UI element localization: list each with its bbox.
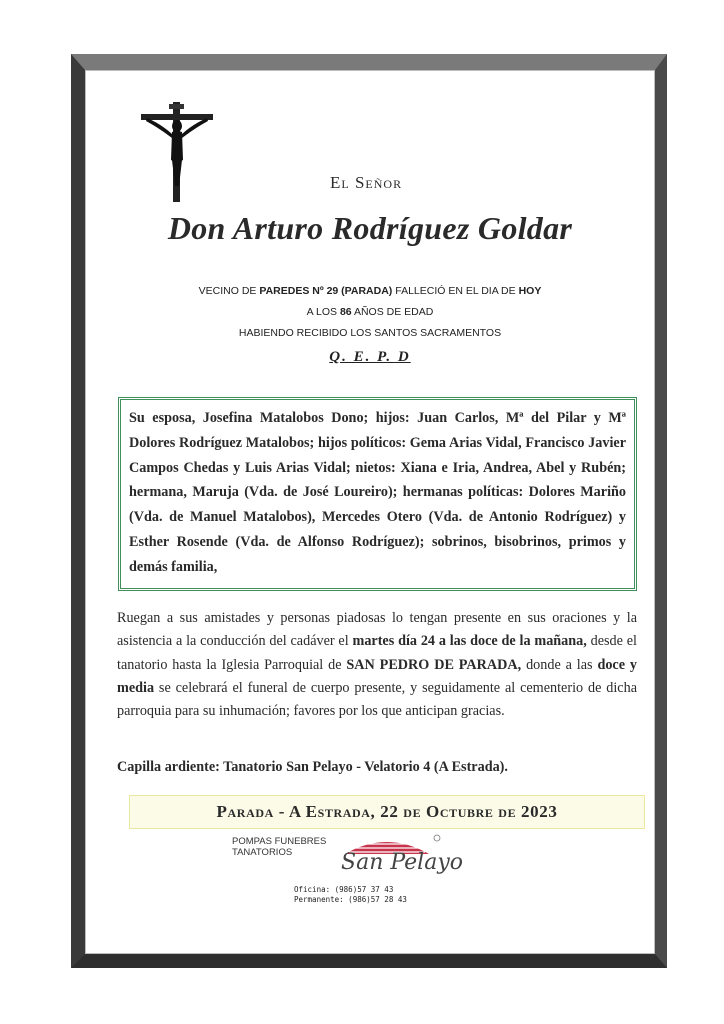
church-name: SAN PEDRO DE PARADA,: [346, 656, 522, 673]
deceased-details: [85, 281, 655, 344]
permanent-phone: Permanente: (986)57 28 43: [294, 895, 407, 904]
details-text: A LOS: [306, 306, 340, 318]
details-text: VECINO DE: [198, 285, 260, 297]
details-line-1: [85, 281, 655, 302]
request-text: se celebrará el funeral de cuerpo presente, y seguidamente al cementerio de dicha parroquia para su inhumación; favores por los que anticipan gracias.: [117, 679, 637, 720]
details-line-2: [85, 302, 655, 323]
place-date: Parada - A Estrada, 22 de Octubre de 2023: [129, 795, 645, 829]
residence: PAREDES Nº 29 (PARADA): [259, 285, 393, 297]
contact-phones: [294, 885, 407, 905]
qepd: Q. E. P. D: [329, 349, 411, 365]
chapel-info: Capilla ardiente: Tanatorio San Pelayo - Velatorio 4 (A Estrada).: [117, 759, 508, 775]
death-day: HOY: [518, 285, 542, 297]
request-text: Ruegan a sus amistades y personas piadosas lo tengan presente en sus oraciones y la asistencia a la conducción del cadáver el: [117, 610, 637, 650]
funeral-home-label: [232, 836, 326, 858]
office-phone: Oficina: (986)57 37 43: [294, 885, 394, 894]
logo-name: San Pelayo: [341, 850, 464, 875]
title-line: El Señor: [330, 173, 403, 192]
age: 86: [339, 306, 352, 318]
family-text: Su esposa, Josefina Matalobos Dono; hijos: Juan Carlos, Mª del Pilar y Mª Dolores Rodríguez Matalobos; hijos políticos: Gema Arias Vidal, Francisco Javier Campos Chedas y Luis Arias Vidal; nietos: Xiana e Iria, Andrea, Abel y Rubén; hermana, Maruja (Vda. de José Loureiro); hermanas políticas: Dolores Mariño (Vda. de Manuel Matalobos), Mercedes Otero (Vda. de Antonio Rodríguez) y Esther Rosende (Vda. de Alfonso Rodríguez); sobrinos, bisobrinos, primos y demás familia,: [129, 410, 626, 575]
funeral-home-line-2: TANATORIOS: [232, 847, 293, 858]
funeral-request-text: [117, 607, 637, 723]
funeral-datetime: martes día 24 a las doce de la mañana,: [352, 633, 587, 650]
notice-frame: [71, 54, 667, 968]
details-line-3: HABIENDO RECIBIDO LOS SANTOS SACRAMENTOS: [238, 327, 502, 339]
funeral-time: doce y media: [117, 656, 637, 696]
request-text: desde el tanatorio hasta la Iglesia Parroquial de: [117, 633, 637, 673]
deceased-name: Don Arturo Rodríguez Goldar: [167, 210, 573, 246]
details-text: AÑOS DE EDAD: [351, 306, 434, 318]
funeral-home-line-1: POMPAS FUNEBRES: [232, 836, 327, 847]
details-text: FALLECIÓ EN EL DIA DE: [392, 285, 519, 297]
request-text: donde a las: [521, 656, 598, 673]
family-box: [118, 397, 637, 591]
